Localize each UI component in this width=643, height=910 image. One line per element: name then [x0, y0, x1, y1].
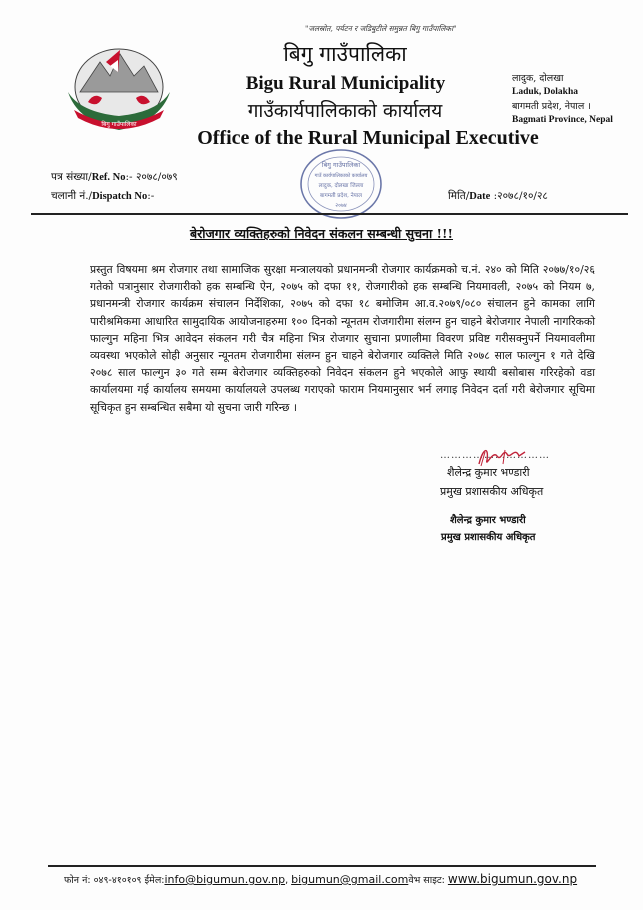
ref-value: :- २०७८/०७९ — [125, 171, 178, 183]
email-link-info[interactable]: info@bigumun.gov.np — [164, 873, 286, 886]
stamp-line-4: बागमती प्रदेश, नेपाल — [320, 193, 362, 199]
address-line-3: बागमती प्रदेश, नेपाल । — [512, 101, 591, 112]
municipality-name-english: Bigu Rural Municipality — [245, 73, 446, 94]
signatory-name: शैलेन्द्र कुमार भण्डारी — [447, 466, 530, 479]
dispatch-number — [51, 189, 154, 203]
footer-web-label: वेभ साइट: — [408, 875, 448, 886]
date-value: :२०७८/१०/२८ — [490, 190, 548, 202]
date-label-en: Date — [469, 191, 491, 202]
notice-subject-text: बेरोजगार व्यक्तिहरुको निवेदन संकलन सम्बन्धी सुचना !!! — [189, 226, 454, 241]
notice-body: प्रस्तुत विषयमा श्रम रोजगार तथा सामाजिक सुरक्षा मन्त्रालयको प्रधानमन्त्री रोजगार कार्यक्रमको च.नं. २४० को मिति २०७७/१०/२६ गतेको पत्रानुसार रोजगारीको हक सम्बन्धि ऐन, २०७५ को दफा ११, रोजगारीको हक सम्बन्धि नियमावली, २०७५ को नियम ७, प्रधानमन्त्री रोजगार कार्यक्रम संचालन निर्देशिका, २०७५ को दफा १८ बमोजिम आ.व.२०७९/०८० संचालन हुने कामका लागि पारीश्रमिकमा आधारित सामुदायिक आयोजनाहरुमा १०० दिनको न्यूनतम रोजगारीमा संलग्न हुन चाहने बेरोजगार नेपाली नागरिकको फाल्गुन महिना भित्र आवेदन संकलन गरी चैत्र महिना भित्र रोजगार सुचाना प्रणालीमा विवरण प्रविष्ट गरीसक्नुपर्ने नियमावलीमा व्यवस्था भएकोले सोही अनुसार न्यूनतम रोजगारीमा संलग्न हुन चाहने बेरोजगार व्यक्तिले मिति २०७८ साल फाल्गुन १ गते देखि २०७८ साल फाल्गुन ३० गते सम्म बेरोजगार व्यक्तिहरुको निवेदन संकलन हुने भएकोले आफु स्थायी बसोबास गरिरहेको वडा कार्यालयमा गई कार्यालय समयमा कार्यालयले उपलब्ध गराएको फाराम नियमानुसार भर्न लगाइ निवेदन दर्ता गरी बेरोजगार सूचिमा सूचिकृत हुन सम्बन्धित सबैमा यो सुचना जारी गरिन्छ । — [90, 263, 595, 414]
footer-separator: , — [285, 875, 292, 886]
signature-dots: ………………………… — [440, 450, 550, 461]
ref-number — [51, 170, 178, 184]
date-label-np: मिति/ — [448, 190, 470, 202]
address-line-2: Laduk, Dolakha — [512, 87, 579, 97]
office-name-english: Office of the Rural Municipal Executive — [197, 127, 539, 149]
stamp-line-2: गाउँ कार्यपालिकाको कार्यालय — [314, 173, 368, 179]
dispatch-value: :- — [147, 190, 155, 202]
stamp-line-5: २०७४ — [335, 203, 347, 209]
address-line-1: लादुक, दोलखा — [512, 73, 564, 84]
municipality-name-nepali: बिगु गाउँपालिका — [283, 42, 407, 66]
stamp-line-3: लादुक, दोलखा जिल्ला — [318, 183, 364, 189]
address-line-4: Bagmati Province, Nepal — [512, 115, 613, 125]
email-link-gmail[interactable]: bigumun@gmail.com — [291, 873, 409, 886]
notice-subject — [0, 225, 643, 242]
nepal-emblem-icon — [58, 32, 180, 134]
emblem-ribbon-text: बिगु गाउँपालिका — [101, 121, 137, 128]
signatory-title: प्रमुख प्रशासकीय अधिकृत — [440, 485, 544, 498]
stamp-line-1: बिगु गाउँपालिका — [321, 161, 361, 169]
footer-contact — [64, 872, 577, 886]
office-stamp — [298, 147, 384, 221]
motto: "जलस्रोत, पर्यटन र जडिबुटीले समुन्नत बिगु गाउँपालिका" — [305, 24, 457, 33]
office-name-nepali: गाउँकार्यपालिकाको कार्यालय — [247, 100, 443, 122]
ref-label-en: Ref. No — [91, 172, 126, 183]
website-link[interactable]: www.bigumun.gov.np — [447, 872, 578, 886]
dispatch-label-en: Dispatch No — [92, 191, 148, 202]
ref-label-np: पत्र संख्या/ — [51, 171, 92, 183]
seal-title: प्रमुख प्रशासकीय अधिकृत — [441, 532, 536, 543]
dispatch-label-np: चलानी नं./ — [51, 190, 93, 202]
seal-name: शैलेन्द्र कुमार भण्डारी — [450, 515, 526, 526]
header-divider — [31, 213, 628, 215]
footer-phone: फोन नं: ०४९-४१०१०९ ईमेल: — [64, 875, 165, 886]
letter-date — [448, 189, 548, 203]
footer-divider — [48, 865, 596, 867]
